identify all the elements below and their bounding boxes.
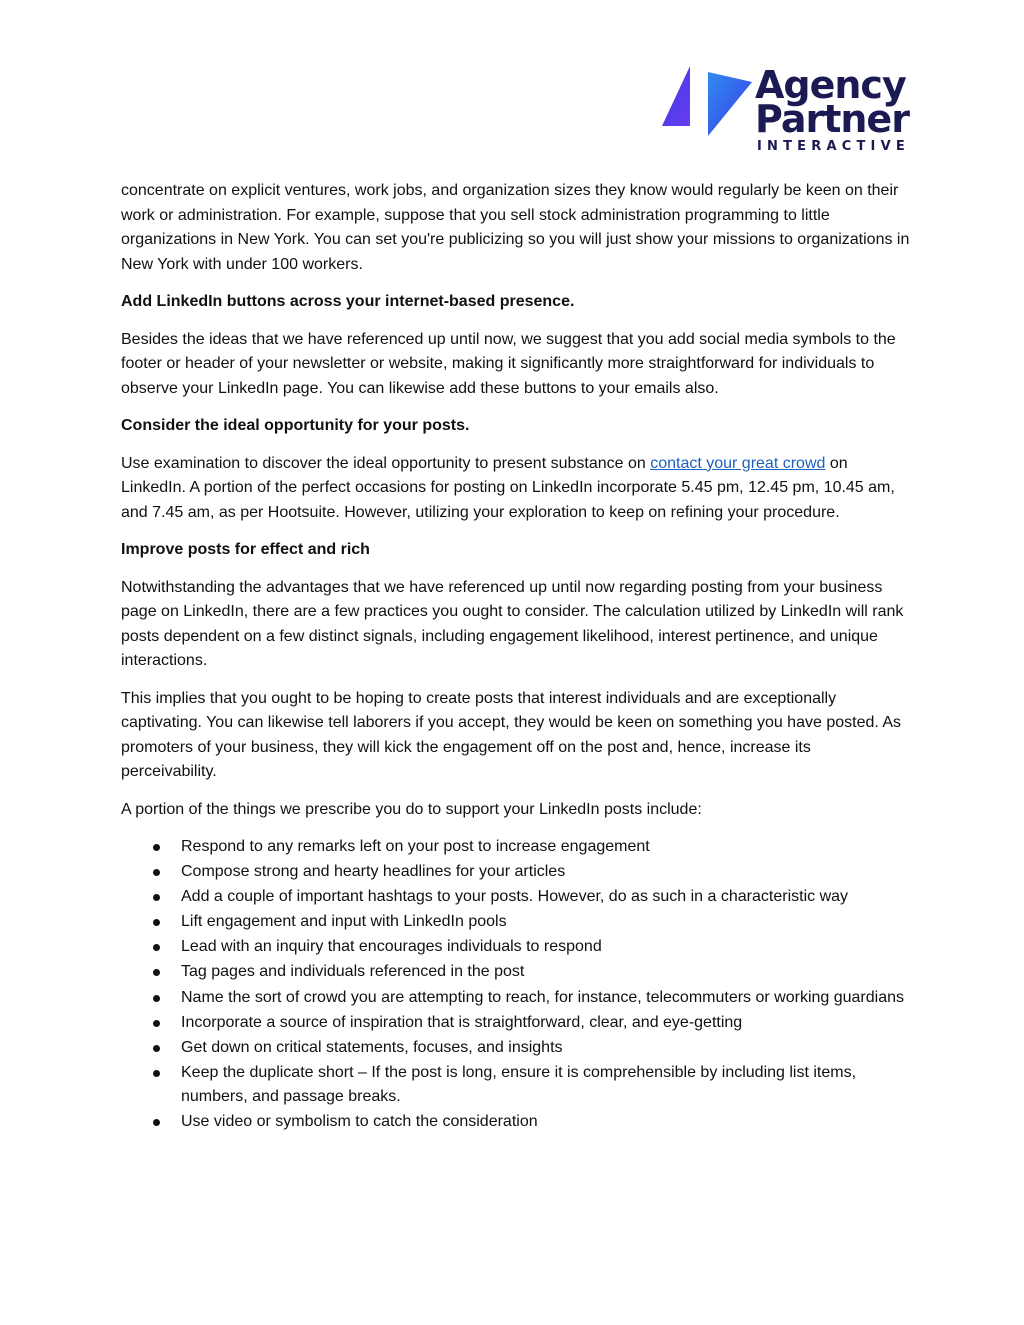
bullet-icon bbox=[153, 995, 160, 1002]
list-item-text: Incorporate a source of inspiration that is straightforward, clear, and eye-getting bbox=[181, 1013, 743, 1031]
logo-triangle-icon bbox=[660, 64, 760, 146]
bullet-icon bbox=[153, 1020, 160, 1027]
list-item bbox=[121, 1011, 911, 1036]
paragraph-intro: concentrate on explicit ventures, work jobs, and organization sizes they know would regularly be keen on their work or administration. For example, suppose that you sell stock administration programming to little organizations in New York. You can set you're publicizing so you will just show your missions to organizations in New York with under 100 workers. bbox=[121, 182, 910, 273]
logo-subtitle: INTERACTIVE bbox=[757, 139, 910, 154]
logo-word-agency: Agency bbox=[755, 63, 906, 107]
paragraph-improve-posts: Notwithstanding the advantages that we have referenced up until now regarding posting from your business page on LinkedIn, there are a few practices you ought to consider. The calculation utilized by LinkedIn will rank posts dependent on a few distinct signals, including engagement likelihood, interest pertinence, and unique interactions. bbox=[121, 578, 904, 669]
list-item-text: Keep the duplicate short – If the post is long, ensure it is comprehensible by including list items, numbers, and passage breaks. bbox=[181, 1063, 857, 1106]
bullet-icon bbox=[153, 1045, 160, 1052]
bullet-icon bbox=[153, 844, 160, 851]
paragraph-text: on LinkedIn. A portion of the perfect occasions for posting on LinkedIn incorporate 5.45 pm, 12.45 pm, 10.45 am, and 7.45 am, as per Hootsuite. However, utilizing your exploration to keep on refining your procedure. bbox=[121, 454, 895, 521]
bullet-icon bbox=[153, 1070, 160, 1077]
heading-linkedin-buttons: Add LinkedIn buttons across your internet-based presence. bbox=[121, 293, 575, 310]
list-item-text: Respond to any remarks left on your post to increase engagement bbox=[181, 838, 650, 855]
bullet-icon bbox=[153, 919, 160, 926]
list-item-text: Name the sort of crowd you are attempting to reach, for instance, telecommuters or working guardians bbox=[181, 988, 905, 1006]
agency-partner-logo bbox=[660, 62, 910, 158]
tips-list bbox=[121, 835, 911, 1135]
heading-improve-posts: Improve posts for effect and rich bbox=[121, 541, 370, 558]
list-item-text: Compose strong and hearty headlines for your articles bbox=[181, 863, 566, 881]
list-item-text: Get down on critical statements, focuses, and insights bbox=[181, 1038, 563, 1056]
paragraph-captivating-posts: This implies that you ought to be hoping to create posts that interest individuals and are exceptionally captivating. You can likewise tell laborers if you accept, they would be keen on something you have posted. As promoters of your business, they will kick the engagement off on the post and, hence, increase its perceivability. bbox=[121, 689, 902, 780]
list-item-text: Tag pages and individuals referenced in the post bbox=[181, 963, 525, 981]
list-item-text: Lead with an inquiry that encourages individuals to respond bbox=[181, 938, 602, 956]
paragraph-list-intro: A portion of the things we prescribe you do to support your LinkedIn posts include: bbox=[121, 800, 702, 818]
list-item bbox=[121, 835, 911, 860]
paragraph-ideal-opportunity bbox=[121, 452, 911, 526]
list-item bbox=[121, 960, 911, 985]
list-item bbox=[121, 935, 911, 960]
list-item-text: Use video or symbolism to catch the consideration bbox=[181, 1113, 538, 1131]
list-item-text: Lift engagement and input with LinkedIn pools bbox=[181, 913, 507, 931]
list-item bbox=[121, 910, 911, 935]
heading-ideal-opportunity: Consider the ideal opportunity for your posts. bbox=[121, 417, 470, 434]
bullet-icon bbox=[153, 969, 160, 976]
list-item bbox=[121, 1061, 911, 1110]
contact-crowd-link[interactable]: contact your great crowd bbox=[650, 454, 826, 472]
bullet-icon bbox=[153, 894, 160, 901]
bullet-icon bbox=[153, 1119, 160, 1126]
paragraph-linkedin-buttons: Besides the ideas that we have referenced up until now, we suggest that you add social media symbols to the footer or header of your newsletter or website, making it significantly more straightforward for individuals to observe your LinkedIn page. You can likewise add these buttons to your emails also. bbox=[121, 330, 896, 397]
list-item bbox=[121, 1036, 911, 1061]
bullet-icon bbox=[153, 944, 160, 951]
paragraph-text: Use examination to discover the ideal opportunity to present substance on bbox=[121, 454, 651, 472]
list-item-text: Add a couple of important hashtags to your posts. However, do as such in a characteristic way bbox=[181, 888, 849, 906]
list-item bbox=[121, 860, 911, 885]
bullet-icon bbox=[153, 869, 160, 876]
list-item bbox=[121, 986, 911, 1011]
logo-word-partner: Partner bbox=[755, 97, 909, 141]
list-item bbox=[121, 1110, 911, 1135]
document-body bbox=[121, 179, 911, 1136]
list-item bbox=[121, 885, 911, 910]
